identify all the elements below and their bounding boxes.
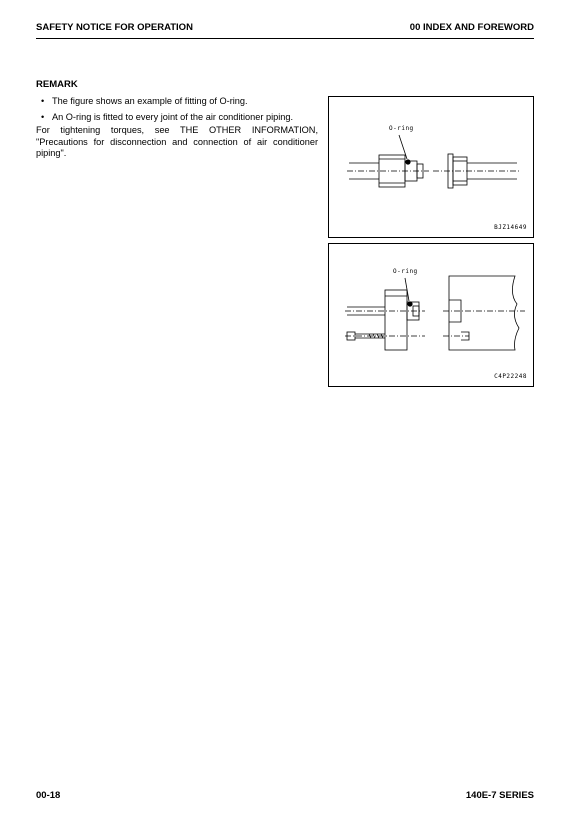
oring-figure-2 [328, 243, 534, 387]
model-series: 140E-7 SERIES [465, 790, 534, 801]
oring-figure-2-drawing [329, 244, 533, 386]
page-header [36, 20, 534, 39]
oring-label-2: O-ring [393, 268, 418, 275]
figure-code-1: BJZ14649 [494, 224, 527, 231]
oring-label-1: O-ring [389, 125, 414, 132]
oring-figure-1 [328, 96, 534, 238]
header-section-title: SAFETY NOTICE FOR OPERATION [36, 22, 193, 33]
torque-reference-paragraph: For tightening torques, see THE OTHER INFORMATION, "Precautions for disconnection and connection of air conditioner piping". [36, 125, 318, 159]
remark-heading: REMARK [36, 79, 78, 90]
remark-bullet-1: • The figure shows an example of fitting of O-ring. [36, 95, 320, 108]
figure-code-2: C4P22248 [494, 373, 527, 380]
remark-bullet-list [36, 95, 320, 126]
remark-bullet-2: • An O-ring is fitted to every joint of the air conditioner piping. [36, 111, 320, 124]
page-number: 00-18 [36, 790, 61, 801]
header-chapter-title: 00 INDEX AND FOREWORD [409, 22, 534, 33]
oring-figure-1-drawing [329, 97, 533, 237]
